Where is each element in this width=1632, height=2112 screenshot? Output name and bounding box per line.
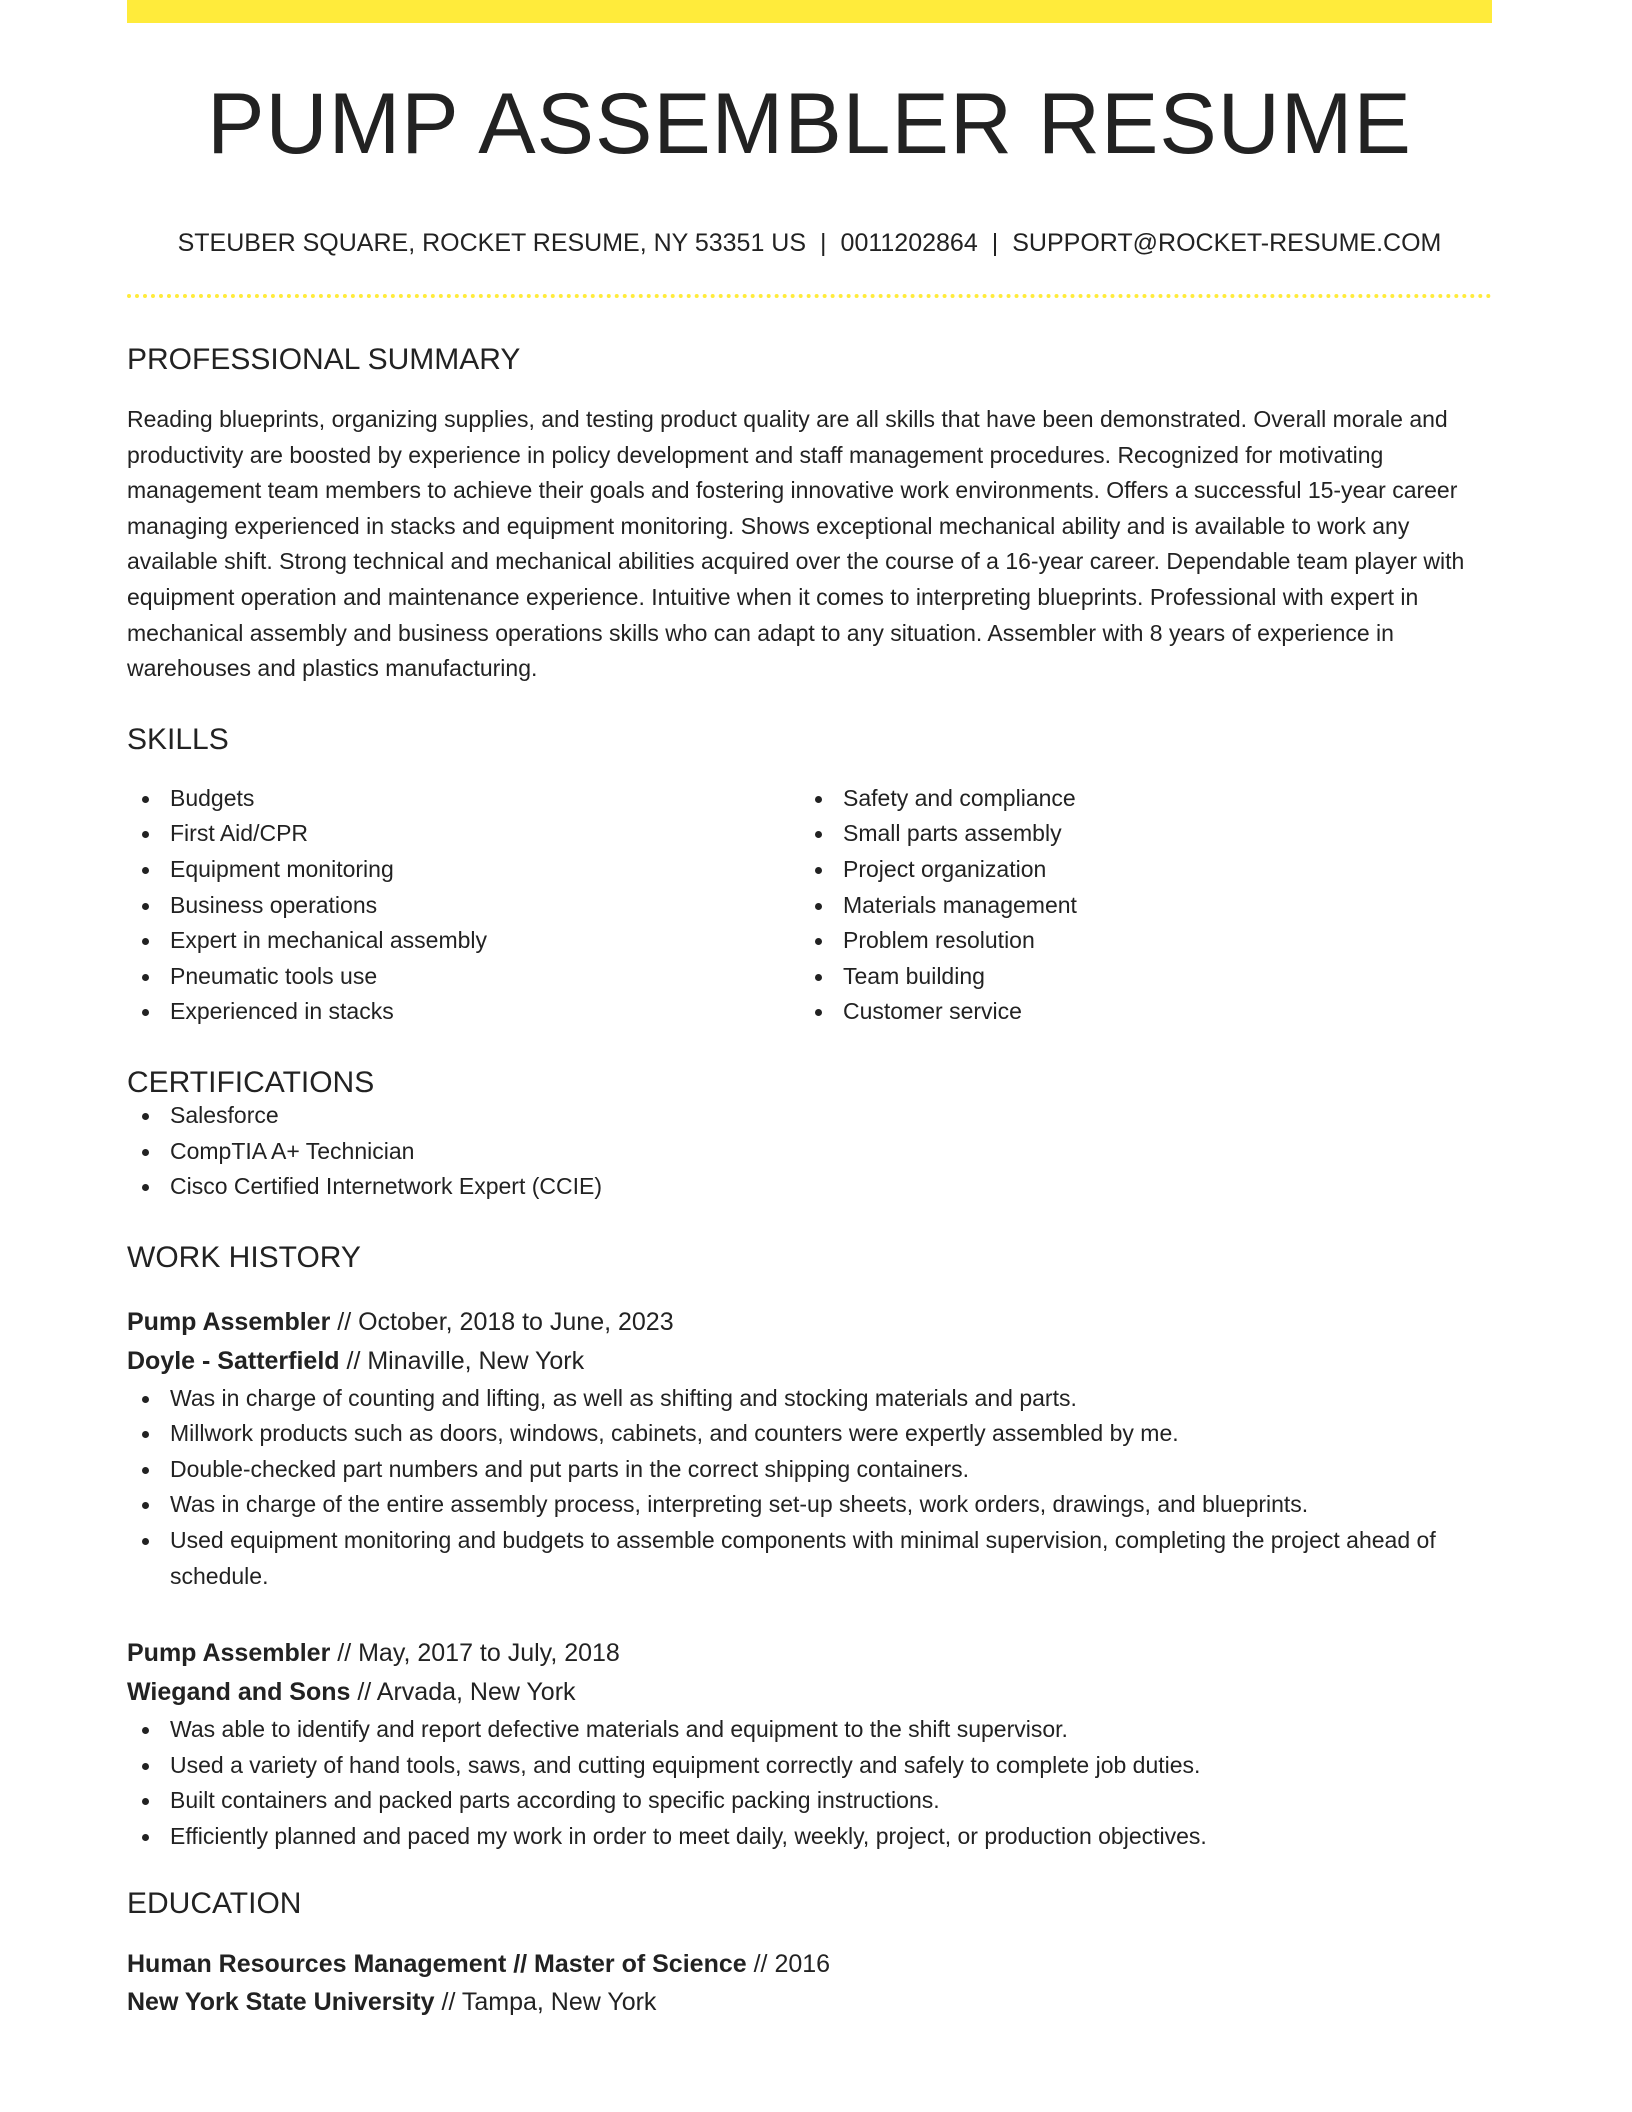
job-duty: Millwork products such as doors, windows, cabinets, and counters were expertly assembled by me.	[127, 1416, 1492, 1452]
job-title: Pump Assembler	[127, 1307, 331, 1336]
skill-item: Problem resolution	[800, 923, 1473, 959]
contact-address: STEUBER SQUARE, ROCKET RESUME, NY 53351 US	[177, 229, 807, 257]
certifications-heading: CERTIFICATIONS	[127, 1065, 375, 1099]
education-entry	[127, 1945, 1492, 2021]
certification-item: CompTIA A+ Technician	[127, 1134, 1492, 1170]
job-duty: Efficiently planned and paced my work in order to meet daily, weekly, project, or production objectives.	[127, 1819, 1492, 1855]
job-duty: Used equipment monitoring and budgets to assemble components with minimal supervision, completing the project ahead of schedule.	[127, 1523, 1492, 1594]
skill-item: Pneumatic tools use	[127, 959, 800, 995]
contact-separator: |	[820, 229, 827, 257]
skills-right-column	[800, 781, 1473, 1030]
job-duty: Double-checked part numbers and put parts in the correct shipping containers.	[127, 1452, 1492, 1488]
contact-email: SUPPORT@ROCKET-RESUME.COM	[1012, 229, 1442, 257]
job-title-line	[127, 1634, 1492, 1673]
skill-item: Budgets	[127, 781, 800, 817]
skills-left-column	[127, 781, 800, 1030]
certification-item: Cisco Certified Internetwork Expert (CCIE)	[127, 1169, 1492, 1205]
education-heading: EDUCATION	[127, 1886, 302, 1920]
skill-item: Business operations	[127, 888, 800, 924]
job-location: // Minaville, New York	[339, 1346, 585, 1375]
skill-item: Small parts assembly	[800, 816, 1473, 852]
summary-text: Reading blueprints, organizing supplies, and testing product quality are all skills that have been demonstrated. Overall morale and productivity are boosted by experience in policy development and staff management procedures. Recognized for motivating management team members to achieve their goals and fostering innovative work environments. Offers a successful 15-year career managing experienced in stacks and equipment monitoring. Shows exceptional mechanical ability and is available to work any available shift. Strong technical and mechanical abilities acquired over the course of a 16-year career. Dependable team player with equipment operation and maintenance experience. Intuitive when it comes to interpreting blueprints. Professional with expert in mechanical assembly and business operations skills who can adapt to any situation. Assembler with 8 years of experience in warehouses and plastics manufacturing.	[127, 406, 1465, 682]
skill-item: Experienced in stacks	[127, 994, 800, 1030]
job-company-line	[127, 1342, 1492, 1381]
job-location: // Arvada, New York	[350, 1678, 576, 1707]
certification-item: Salesforce	[127, 1098, 1492, 1134]
resume-page	[127, 0, 1492, 2021]
job-duties-list	[127, 1381, 1492, 1595]
education-degree-line	[127, 1945, 1492, 1983]
contact-separator: |	[991, 229, 999, 257]
job-entry	[127, 1634, 1492, 1854]
job-duty: Used a variety of hand tools, saws, and cutting equipment correctly and safely to complete job duties.	[127, 1748, 1492, 1784]
work-history-heading: WORK HISTORY	[127, 1240, 361, 1274]
education-school: New York State University	[127, 1987, 435, 2016]
skills-grid	[127, 781, 1492, 1030]
education-degree: Human Resources Management // Master of Science	[127, 1949, 747, 1978]
job-duty: Built containers and packed parts according to specific packing instructions.	[127, 1783, 1492, 1819]
job-company: Doyle - Satterfield	[127, 1346, 340, 1375]
job-dates: // May, 2017 to July, 2018	[330, 1639, 620, 1668]
contact-phone: 0011202864	[840, 229, 978, 257]
job-duties-list	[127, 1712, 1492, 1854]
job-company-line	[127, 1673, 1492, 1712]
contact-line	[127, 231, 1492, 256]
education-school-line	[127, 1983, 1492, 2021]
job-title: Pump Assembler	[127, 1639, 331, 1668]
job-duty: Was in charge of counting and lifting, as well as shifting and stocking materials and parts.	[127, 1381, 1492, 1417]
summary-heading: PROFESSIONAL SUMMARY	[127, 343, 521, 376]
skill-item: Expert in mechanical assembly	[127, 923, 800, 959]
education-year: // 2016	[746, 1949, 831, 1978]
skills-right-list	[800, 781, 1473, 1030]
education-location: // Tampa, New York	[434, 1987, 657, 2016]
job-duty: Was able to identify and report defective materials and equipment to the shift supervisor.	[127, 1712, 1492, 1748]
skill-item: Equipment monitoring	[127, 852, 800, 888]
job-dates: // October, 2018 to June, 2023	[330, 1307, 674, 1336]
job-title-line	[127, 1303, 1492, 1342]
skill-item: Materials management	[800, 888, 1473, 924]
job-duty: Was in charge of the entire assembly process, interpreting set-up sheets, work orders, drawings, and blueprints.	[127, 1487, 1492, 1523]
skill-item: Team building	[800, 959, 1473, 995]
resume-title: PUMP ASSEMBLER RESUME	[207, 76, 1412, 172]
top-accent-bar	[127, 0, 1492, 23]
dotted-divider	[127, 294, 1492, 298]
skill-item: Safety and compliance	[800, 781, 1473, 817]
job-entry	[127, 1303, 1492, 1595]
job-company: Wiegand and Sons	[127, 1678, 351, 1707]
skill-item: First Aid/CPR	[127, 816, 800, 852]
skills-heading: SKILLS	[127, 722, 229, 756]
certifications-list	[127, 1098, 1492, 1205]
skills-left-list	[127, 781, 800, 1030]
skill-item: Project organization	[800, 852, 1473, 888]
skill-item: Customer service	[800, 994, 1473, 1030]
